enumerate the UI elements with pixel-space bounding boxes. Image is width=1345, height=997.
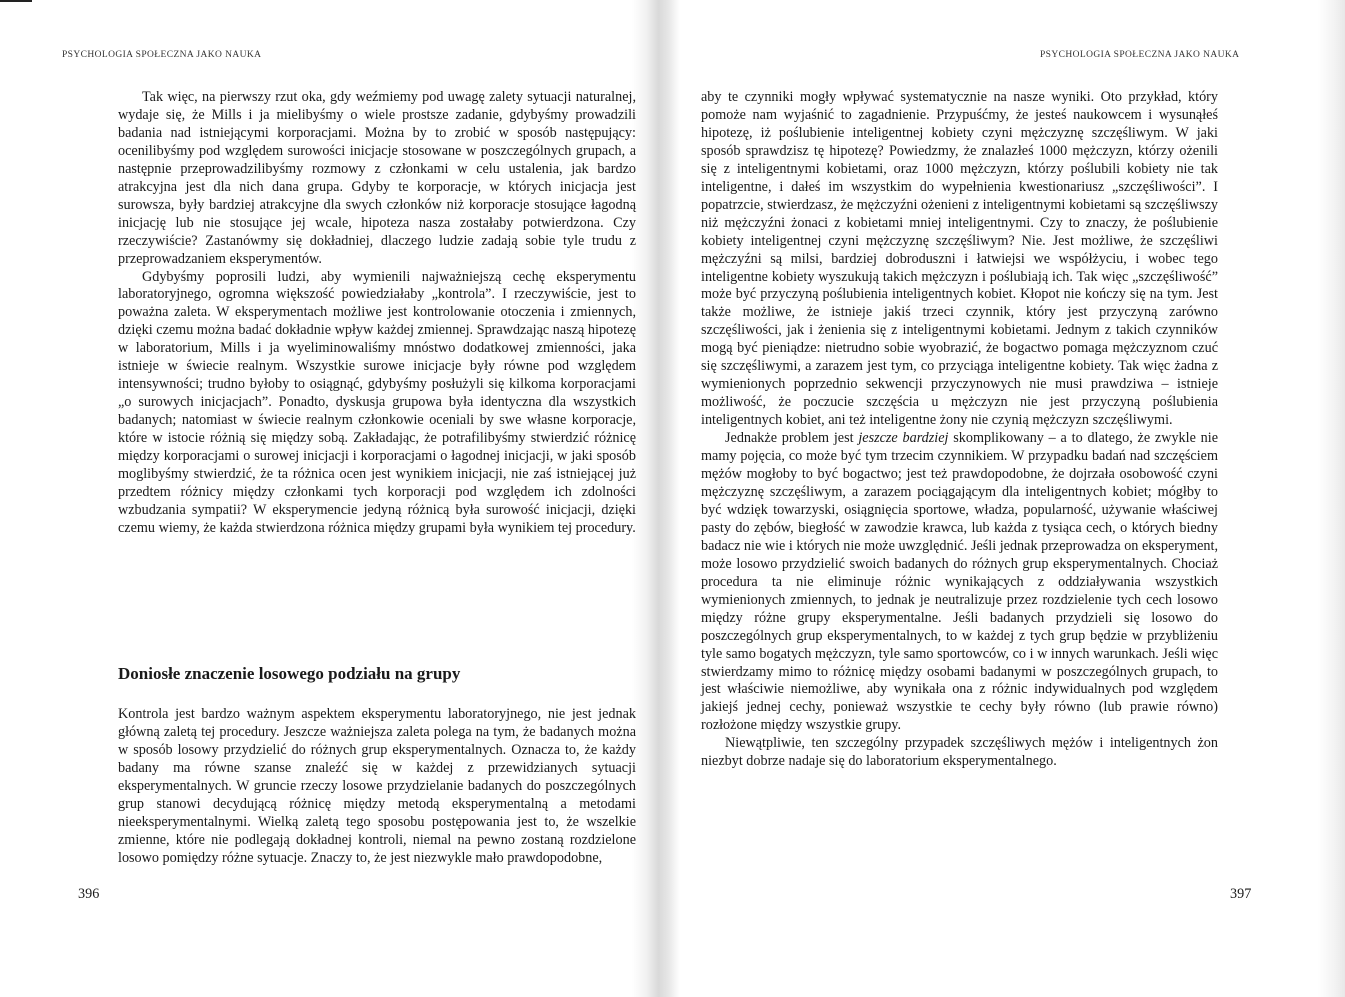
emphasis: jeszcze bardziej (858, 430, 949, 447)
page-number-left: 396 (78, 886, 100, 902)
left-column-top (118, 89, 636, 538)
paragraph: Tak więc, na pierwszy rzut oka, gdy weźmiemy pod uwagę zalety sytuacji naturalnej, wydaje się, że Mills i ja mielibyśmy o wiele prostsze zadanie, gdybyśmy prowadzili badania nad istniejącymi korporacjami. Można by to zrobić w sposób następujący: ocenilibyśmy pod względem surowości inicjacje stosowane w poszczególnych grupach, a następnie przeprowadzilibyśmy rozmowy z członkami w celu ustalenia, jak bardzo atrakcyjna jest dla nich dana grupa. Gdyby te korporacje, w których inicjacja jest surowsza, były bardziej atrakcyjne dla swych członków niż korporacje stosujące łagodną inicjację lub nie stosujące jej wcale, hipoteza nasza zostałaby potwierdzona. Czy rzeczywiście? Zastanówmy się dokładniej, dlaczego ludzie zadają sobie tyle trudu z przeprowadzaniem eksperymentów. (118, 89, 636, 267)
running-head-left: PSYCHOLOGIA SPOŁECZNA JAKO NAUKA (62, 50, 262, 60)
running-head-right: PSYCHOLOGIA SPOŁECZNA JAKO NAUKA (1040, 50, 1240, 60)
paragraph: Jednakże problem jest jeszcze bardziej skomplikowany – a to dlatego, że zwykle nie mamy pojęcia, co może być tym trzecim czynnikiem. W przypadku badań nad szczęściem mężów mogłoby to być bogactwo; jest też prawdopodobne, że dojrzała osobowość czyni mężczyznę szczęśliwym, a zarazem pociągającym dla inteligentnych kobiet; mógłby to być wdzięk towarzyski, osiągnięcia sportowe, władza, popularność, używanie właściwej pasty do zębów, biegłość w zawodzie krawca, lub każda z tysiąca cech, o których biedny badacz nie wie i których nie może uwzględnić. Jeśli jednak przeprowadza on eksperyment, może losowo przydzielić swoich badanych do różnych grup eksperymentalnych. Chociaż procedura ta nie eliminuje różnic wynikających z oddziaływania wszystkich wymienionych zmiennych, to jednak je neutralizuje przez rozdzielenie tych cech losowo między różne grupy eksperymentalne. Jeśli badanych przydzieli się losowo do poszczególnych grup eksperymentalnych, to w każdej z tych grup będzie w przybliżeniu tyle samo bogatych mężczyzn, tyle samo sportowców, co i w innych warunkach. Jeśli więc stwierdzamy mimo to różnicę między osobami badanymi w poszczególnych grupach, to jest właściwie niemożliwe, aby wynikała ona z różnic indywidualnych pod względem jakiejś jednej cechy, ponieważ wszystkie te cechy były równo (lub prawie równo) rozłożone między wszystkie grupy. (701, 430, 1218, 734)
paragraph: Kontrola jest bardzo ważnym aspektem eksperymentu laboratoryjnego, nie jest jednak główną zaletą tej procedury. Jeszcze ważniejsza zaleta polega na tym, że badanych można w sposób losowy przydzielić do różnych grup eksperymentalnych. Oznacza to, że każdy badany ma równe szanse znaleźć się w każdej z przewidzianych sytuacji eksperymentalnych. W gruncie rzeczy losowe przydzielanie badanych do poszczególnych grup stanowi decydującą różnicę między metodą eksperymentalną a metodami nieeksperymentalnymi. Wielką zaletą tego sposobu postępowania jest to, że wszelkie zmienne, które nie podlegają dokładnej kontroli, niemal na pewno zostaną rozdzielone losowo pomiędzy różne sytuacje. Znaczy to, że jest niezwykle mało prawdopodobne, (118, 706, 636, 866)
paragraph: aby te czynniki mogły wpływać systematycznie na nasze wyniki. Oto przykład, który pomoże nam wyjaśnić to zagadnienie. Przypuśćmy, że jesteś naukowcem i wysunąłeś hipotezę, iż poślubienie inteligentnej kobiety czyni mężczyznę szczęśliwym. W jaki sposób sprawdzisz tę hipotezę? Powiedzmy, że znalazłeś 1000 mężczyzn, którzy ożenili się z inteligentnymi kobietami, oraz 1000 mężczyzn, którzy poślubili kobiety nie tak inteligentne, i dałeś im wszystkim do wypełnienia kwestionariusz „szczęśliwości”. I popatrzcie, stwierdzasz, że mężczyźni ożenieni z inteligentnymi kobietami są szczęśliwszy niż mężczyźni żonaci z kobietami mniej inteligentnymi. Czy to znaczy, że poślubienie kobiety inteligentnej czyni mężczyznę szczęśliwym? Nie. Jest możliwe, że szczęśliwi mężczyźni są milsi, bardziej dobroduszni i łatwiejsi we współżyciu, i wobec tego inteligentne kobiety wyszukują takich mężczyzn i poślubiają ich. Tak więc „szczęśliwość” może być przyczyną poślubienia inteligentnych kobiet. Kłopot nie kończy się na tym. Jest także możliwe, że istnieje jakiś trzeci czynnik, który jest przyczyną zarówno szczęśliwości, jak i żenienia się z inteligentnymi kobietami. Jednym z takich czynników mogą być pieniądze: nietrudno sobie wyobrazić, że bogactwo pomaga mężczyznom czuć się szczęśliwymi, a zarazem jest tym, co przyciąga inteligentne kobiety. Tak więc żadna z wymienionych poprzednio sekwencji przyczynowych nie musi prawdziwa – istnieje możliwość, że poczucie szczęścia u mężczyzn nie jest przyczyną poślubienia inteligentnych kobiet, ani też inteligentne żony nie czynią mężczyzn szczęśliwymi. (701, 89, 1218, 429)
right-column (701, 89, 1218, 771)
paragraph: Niewątpliwie, ten szczególny przypadek szczęśliwych mężów i inteligentnych żon niezbyt dobrze nadaje się do laboratorium eksperymentalnego. (701, 735, 1218, 770)
paragraph: Gdybyśmy poprosili ludzi, aby wymienili najważniejszą cechę eksperymentu laboratoryjnego, ogromna większość powiedziałaby „kontrola”. I rzeczywiście, jest to poważna zaleta. W eksperymentach możliwe jest kontrolowanie otoczenia i zmiennych, dzięki czemu można badać dokładnie wpływ każdej zmiennej. Sprawdzając naszą hipotezę w laboratorium, Mills i ja wyeliminowaliśmy mnóstwo dodatkowej zmienności, jaka istnieje w świecie realnym. Wszystkie surowe inicjacje były równe pod względem intensywności; trudno byłoby to osiągnąć, gdybyśmy posłużyli się kilkoma korporacjami „o surowych inicjacjach”. Ponadto, dyskusja grupowa była identyczna dla wszystkich badanych; natomiast w świecie realnym członkowie oceniali by swe własne korporacje, które w istocie różnią się między sobą. Zakładając, że potrafilibyśmy stwierdzić różnicę między korporacjami o surowej inicjacji i korporacjami o łagodnej inicjacji, w jaki sposób moglibyśmy stwierdzić, że ta różnica ocen jest wynikiem inicjacji, nie zaś istniejącej już przedtem różnicy między członkami tych korporacji pod względem ich zdolności wzbudzania sympatii? W eksperymencie jedyną różnicą była surowość inicjacji, dzięki czemu wiemy, że każda stwierdzona różnica między grupami była wynikiem tej procedury. (118, 268, 636, 536)
page-edge-shadow (1318, 0, 1345, 997)
left-column-bottom (118, 706, 636, 868)
section-heading: Doniosłe znaczenie losowego podziału na grupy (118, 664, 461, 683)
top-edge-mark (0, 0, 32, 2)
page-number-right: 397 (1230, 886, 1252, 902)
book-gutter-shadow (632, 0, 680, 997)
